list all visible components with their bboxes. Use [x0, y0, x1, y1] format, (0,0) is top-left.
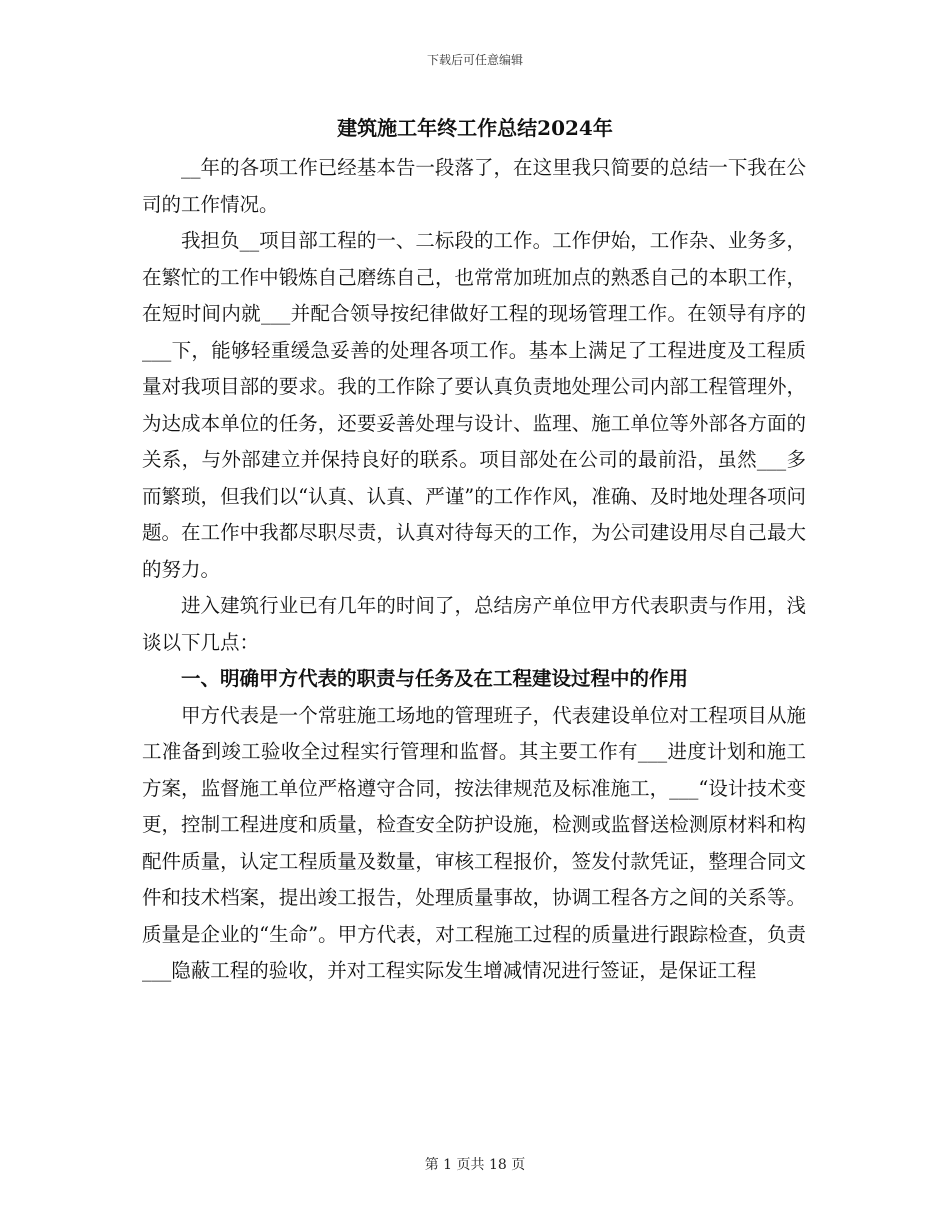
section-heading: 一、明确甲方代表的职责与任务及在工程建设过程中的作用	[181, 667, 689, 690]
paragraph-work-summary: 我担负__项目部工程的一、二标段的工作。工作伊始，工作杂、业务多，在繁忙的工作中锻炼自己磨练自己，也常常加班加点的熟悉自己的本职工作，在短时间内就___并配合领导按纪律做好工程的现场管理工作。在领导有序的___下，能够轻重缓急妥善的处理各项工作。基本上满足了工程进度及工程质量对我项目部的要求。我的工作除了要认真负责地处理公司内部工程管理外，为达成本单位的任务，还要妥善处理与设计、监理、施工单位等外部各方面的关系，与外部建立并保持良好的联系。项目部处在公司的最前沿，虽然___多而繁琐，但我们以“认真、认真、严谨”的工作作风，准确、及时地处理各项问题。在工作中我都尽职尽责，认真对待每天的工作，为公司建设用尽自己最大的努力。	[142, 229, 806, 581]
page-header-note: 下载后可任意编辑	[426, 53, 523, 67]
paragraph-intro: __年的各项工作已经基本告一段落了，在这里我只简要的总结一下我在公司的工作情况。	[142, 156, 806, 216]
document-title: 建筑施工年终工作总结2024年	[337, 116, 613, 140]
paragraph-section-one: 甲方代表是一个常驻施工场地的管理班子，代表建设单位对工程项目从施工准备到竣工验收全过程实行管理和监督。其主要工作有___进度计划和施工方案，监督施工单位严格遵守合同，按法律规范及标准施工，___“设计技术变更，控制工程进度和质量，检查安全防护设施，检测或监督送检测原材料和构配件质量，认定工程质量及数量，审核工程报价，签发付款凭证，整理合同文件和技术档案，提出竣工报告，处理质量事故，协调工程各方之间的关系等。质量是企业的“生命”。甲方代表，对工程施工过程的质量进行跟踪检查，负责___隐蔽工程的验收，并对工程实际发生增减情况进行签证，是保证工程	[142, 703, 806, 982]
page-number: 第 1 页共 18 页	[424, 1157, 526, 1173]
document-body	[142, 150, 806, 990]
paragraph-transition: 进入建筑行业已有几年的时间了，总结房产单位甲方代表职责与作用，浅谈以下几点：	[142, 594, 806, 654]
